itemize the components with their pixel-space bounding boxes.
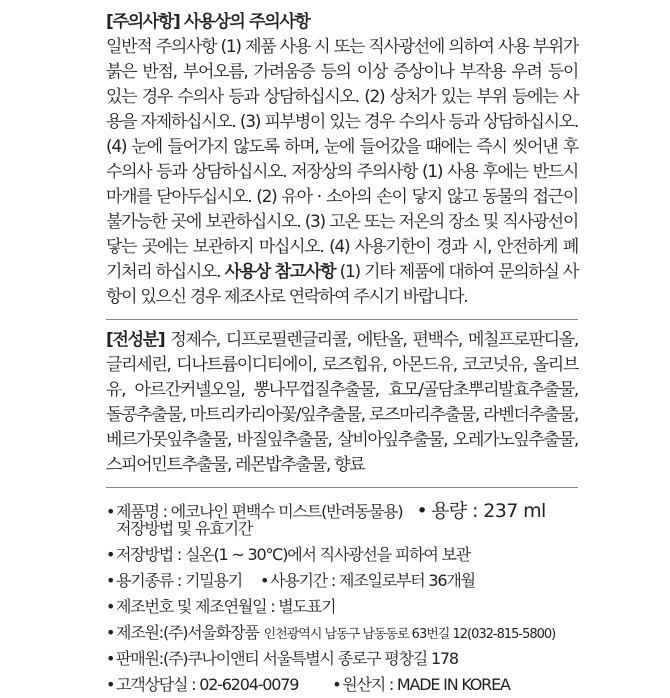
customer-service: 고객상담실 : 02-6204-0079 [116,675,299,694]
bullet-icon: • [106,502,115,521]
product-info-block [106,496,578,698]
reference-label: 사용상 참고사항 [224,262,336,282]
caution-block [106,10,578,310]
country-of-origin: 원산지 : MADE IN KOREA [342,675,510,694]
bullet-icon: • [260,571,269,590]
contact-origin-row [106,672,578,698]
reference-text: (1) 기타 제품에 대하여 문의하실 사항이 있으신 경우 제조사로 연락하여 주시기 바랍니다. [106,262,579,307]
bullet-icon: • [106,649,115,668]
bullet-icon: • [106,571,115,590]
section-divider [106,319,578,320]
storage-row [106,542,578,568]
product-name: 제품명 : 에코나인 편백수 미스트(반려동물용) [116,502,403,521]
manufacturer-name: 제조원:(주)서울화장품 [116,623,259,642]
caution-body [106,35,578,310]
caution-general-text: 일반적 주의사항 (1) 제품 사용 시 또는 직사광선에 의하여 사용 부위가 붉은 반점, 부어오름, 가려움증 등의 이상 증상이나 부작용 우려 등이 있는 경우 수의사 등과 상담하십시오. (2) 상처가 있는 부위 등에는 사용을 자제하십시오. (3) 피부병이 있는 경우 수의사 등과 상담하십시오. (4) 눈에 들어가지 않도록 하며, 눈에 들어갔을 때에는 즉시 씻어낸 후 수의사 등과 상담하십시오. 저장상의 주의사항 (1) 사용 후에는 반드시 마개를 닫아두십시오. (2) 유아 · 소아의 손이 닿지 않고 동물의 접근이 불가능한 곳에 보관하십시오. (3) 고온 또는 저온의 장소 및 직사광선이 닿는 곳에는 보관하지 마십시오. (4) 사용기한이 경과 시, 안전하게 폐기처리 하십시오. [106,37,578,282]
bullet-icon: • [106,623,115,642]
seller-info: 판매원:(주)쿠나이앤티 서울특별시 종로구 평창길 178 [116,649,458,668]
bullet-icon: • [332,675,341,694]
section-divider [106,487,578,488]
lot-row [106,594,578,620]
product-volume: 용량 : 237 ml [431,500,546,522]
container-type: 용기종류 : 기밀용기 [116,571,243,590]
bullet-icon: • [106,545,115,564]
bullet-icon: • [106,597,115,616]
ingredients-block [106,328,578,478]
lot-number: 제조번호 및 제조연월일 : 별도표기 [116,597,336,616]
expiry-period: 사용기간 : 제조일로부터 36개월 [270,571,475,590]
manufacturer-row [106,620,578,646]
storage-method: 저장방법 : 실온(1 ~ 30℃)에서 직사광선을 피하여 보관 [116,545,470,564]
container-expiry-row [106,568,578,594]
manufacturer-address: 인천광역시 남동구 남동동로 63번길 12(032-815-5800) [263,627,556,642]
caution-title: [주의사항] 사용상의 주의사항 [106,12,310,32]
storage-expiry-heading: 저장방법 및 유효기간 [116,519,253,538]
bullet-icon: • [106,675,115,694]
seller-row [106,646,578,672]
ingredients-text: 정제수, 디프로필렌글리콜, 에탄올, 편백수, 메칠프로판디올, 글리세린, 디나트륨이디티에이, 로즈힙유, 아몬드유, 코코넛유, 올리브유, 아르간커넬오일, 뽕나무껍질추출물, 효모/골담초뿌리발효추출물, 돌콩추출물, 마트리카리아꽃/잎추출물, 로즈마리추출물, 라벤더추출물, 베르가못잎추출물, 바질잎추출물, 살비아잎추출물, 오레가노잎추출물, 스피어민트추출물, 레몬밥추출물, 향료 [106,330,578,475]
bullet-icon: • [416,500,428,522]
ingredients-label: [전성분] [106,330,165,350]
